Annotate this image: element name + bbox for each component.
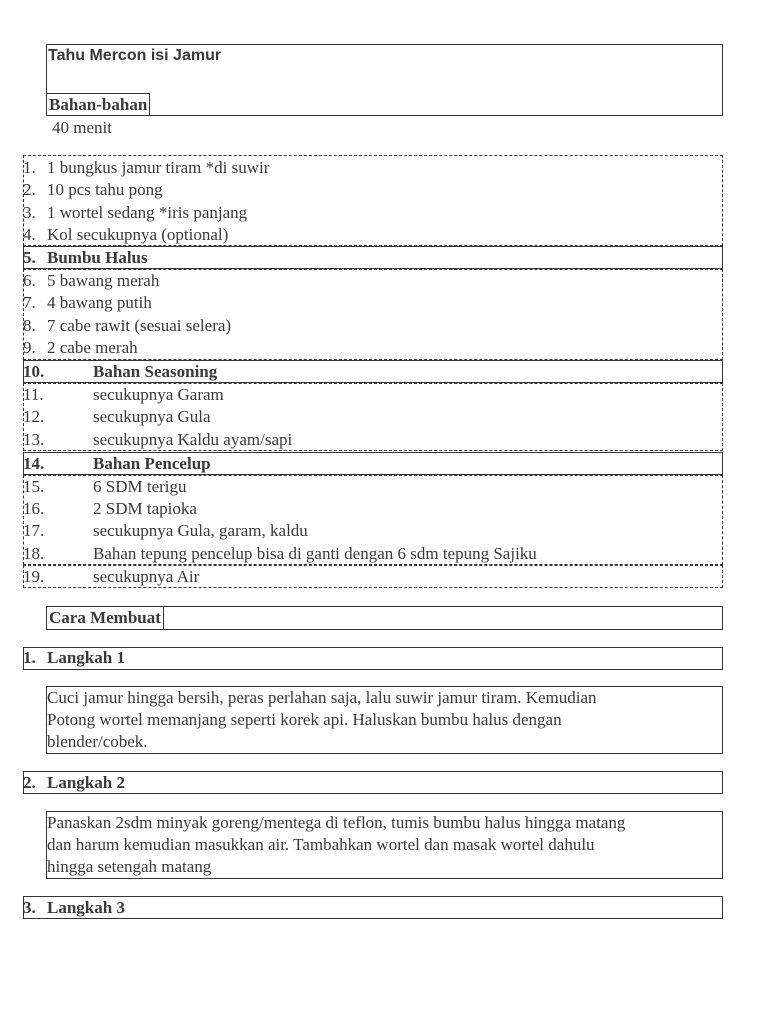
ingredient-item: 12. secukupnya Gula xyxy=(23,407,211,426)
ingredient-item: 15. 6 SDM terigu xyxy=(23,477,187,496)
ingredient-item: 17. secukupnya Gula, garam, kaldu xyxy=(23,521,308,540)
step-2-line: hingga setengah matang xyxy=(47,857,212,876)
ingredient-item: 3. 1 wortel sedang *iris panjang xyxy=(23,203,248,222)
ingredient-section-heading: 5. Bumbu Halus xyxy=(23,248,148,267)
ingredient-item: 18. Bahan tepung pencelup bisa di ganti dengan 6 sdm tepung Sajiku xyxy=(23,544,537,563)
recipe-title: Tahu Mercon isi Jamur xyxy=(48,47,222,64)
ingredient-item: 9. 2 cabe merah xyxy=(23,338,138,357)
step-1-heading-frame xyxy=(23,647,723,670)
step-3-heading-frame xyxy=(23,896,723,919)
ingredient-section-heading: 14. Bahan Pencelup xyxy=(23,454,211,473)
cara-heading: Cara Membuat xyxy=(46,606,164,630)
step-1-line: Cuci jamur hingga bersih, peras perlahan saja, lalu suwir jamur tiram. Kemudian xyxy=(47,688,597,707)
step-2-line: Panaskan 2sdm minyak goreng/mentega di teflon, tumis bumbu halus hingga matang xyxy=(47,813,626,832)
bahan-heading: Bahan-bahan xyxy=(46,93,150,116)
ingredient-section-heading: 10. Bahan Seasoning xyxy=(23,362,218,381)
ingredient-item: 6. 5 bawang merah xyxy=(23,271,160,290)
ingredient-item: 2. 10 pcs tahu pong xyxy=(23,180,163,199)
ingredient-item: 11. secukupnya Garam xyxy=(23,385,224,404)
ingredient-item: 19. secukupnya Air xyxy=(23,567,200,586)
ingredient-item: 1. 1 bungkus jamur tiram *di suwir xyxy=(23,158,270,177)
step-2-line: dan harum kemudian masukkan air. Tambahkan wortel dan masak wortel dahulu xyxy=(47,835,595,854)
ingredient-item: 4. Kol secukupnya (optional) xyxy=(23,225,229,244)
ingredient-item: 7. 4 bawang putih xyxy=(23,293,152,312)
step-1-line: Potong wortel memanjang seperti korek api. Haluskan bumbu halus dengan xyxy=(47,710,562,729)
step-2-title: 2. Langkah 2 xyxy=(23,773,125,792)
step-1-description xyxy=(47,687,721,753)
step-1-line: blender/cobek. xyxy=(47,732,148,751)
duration: 40 menit xyxy=(52,118,112,137)
step-2-description xyxy=(47,812,721,878)
step-2-heading-frame xyxy=(23,771,723,794)
ingredient-item: 16. 2 SDM tapioka xyxy=(23,499,197,518)
step-3-title: 3. Langkah 3 xyxy=(23,898,125,917)
ingredient-item: 8. 7 cabe rawit (sesuai selera) xyxy=(23,316,232,335)
ingredient-item: 13. secukupnya Kaldu ayam/sapi xyxy=(23,430,293,449)
step-1-title: 1. Langkah 1 xyxy=(23,648,125,667)
